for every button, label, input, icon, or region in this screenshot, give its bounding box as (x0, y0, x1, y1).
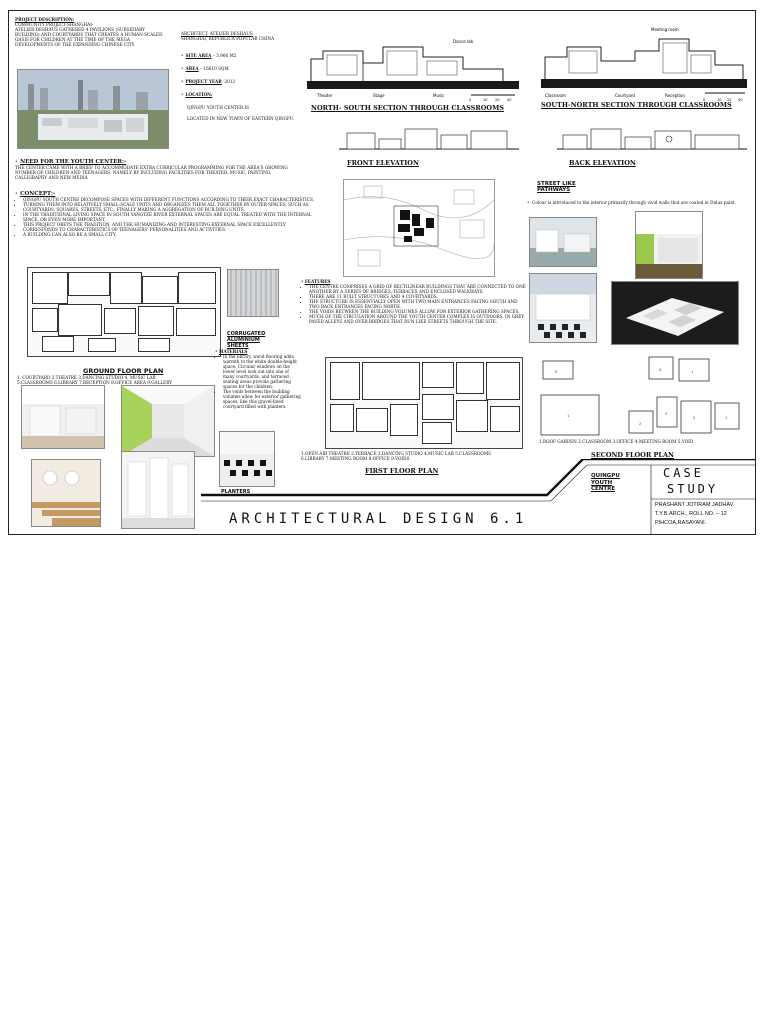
green-corridor-photo (121, 385, 215, 457)
street-title-line: PATHWAYS (537, 187, 571, 193)
svg-text:10: 10 (717, 98, 722, 102)
ground-floor-plan-drawing (27, 267, 221, 357)
concept-item: • QINGPU YOUTH CENTRE DECOMPOSE SPACES WITH DIFFERENT FUNCTIONS ACCORDING TO THEIR EXACT CHARACTERISTICS, (23, 197, 315, 202)
svg-text:40: 40 (738, 98, 743, 102)
street-title-line: STREET LIKE (537, 181, 576, 187)
svg-text:2: 2 (693, 416, 696, 420)
location-line: QINGPU YOUTH CENTER IS (187, 105, 249, 110)
north-south-section-drawing (303, 33, 523, 105)
ns-label-dance-lab: Dance lab (453, 39, 474, 44)
features-heading: FEATURES (304, 279, 331, 284)
area-value: – 16610 SQM (198, 66, 229, 71)
svg-text:4: 4 (659, 368, 662, 372)
ground-legend-line: 1. COURTYARD 2.THEATRE 3.DANCING STUDIO 4. MUSIC LAB (17, 375, 156, 380)
ns-section-title: NORTH- SOUTH SECTION THROUGH CLASSROOMS (311, 104, 504, 112)
sn-section-title: SOUTH-NORTH SECTION THROUGH CLASSROOMS (541, 101, 732, 109)
features-item: • THE STRUCTURE IS ESSENTIALLY OPEN WITH TWO MAIN ENTRANCES FACING SOUTH AND TWO BACK ENTRANCES FACING NORTH. (309, 299, 527, 309)
site-area-value: – 3,966 M2 (211, 53, 237, 58)
ns-label-theater: Theater (317, 93, 333, 98)
south-north-section-drawing (539, 21, 749, 103)
ground-floor-legend (17, 375, 217, 385)
materials-heading: MATERIALS (218, 349, 248, 354)
presentation-sheet (8, 10, 756, 535)
materials-item: • The voids between the building volumes allow for exterior gathering spaces, like this gravel-lined courtyard filled with planters. (223, 389, 301, 409)
concept-item: • A BUILDING CAN ALSO BE A SMALL CITY. (23, 232, 315, 237)
svg-text:20: 20 (727, 98, 732, 102)
svg-text:2: 2 (639, 422, 642, 426)
project-year-label: PROJECT YEAR (185, 79, 222, 84)
materials-item: • In the library, wood flooring adds warmth to the white double-height space. Circular windows on the lower level look out into one of many courtyards, and terraced seating areas provide gathering spaces for the children. (223, 354, 301, 389)
author-line: PRASHANT JOTIRAM JADHAV (655, 502, 734, 508)
first-legend-line: 1.OPEN AIR THEATRE 2.TERRACE 3.DANCING STUDIO 4.MUSIC LAB 5.CLASSROOMS (301, 451, 491, 456)
planters-label: PLANTERS (221, 489, 251, 495)
project-description (15, 17, 193, 47)
corrugated-label-line: CORRUGATED (227, 331, 266, 337)
materials-section: • MATERIALS • In the library, wood flooring adds warmth to the white double-height space. Circular windows on the lower level look out into one of many courtyards, and terraced seating areas provide gathering spaces for the children. • The voids between the building volumes allow for exterior gathering spaces, like this gravel-lined courtyard filled with planters. (215, 349, 301, 409)
features-item: • THE VOIDS BETWEEN THE BUILDING VOLUMES ALLOW FOR EXTERIOR GATHERING SPACES. (309, 309, 527, 314)
author-line: PIHCOA,RASAYANI. (655, 520, 707, 526)
need-line: NUMBER OF CHILDREN AND TEENAGERS: NAMELY BY INCLUDING FACILITIES FOR THEATER, MUSIC, PAINTING, (15, 170, 272, 175)
courtyard-checker-photo (529, 273, 597, 343)
second-floor-legend: 1.ROOF GARDEN 2.CLASSROOM 3.OFFICE 4.MEETING ROOM 5.VOID (539, 439, 694, 444)
concept-section: • CONCEPT:- • QINGPU YOUTH CENTRE DECOMPOSE SPACES WITH DIFFERENT FUNCTIONS ACCORDING TO THEIR EXACT CHARACTERISTICS, • TURNING THEM INTO RELATIVELY SMALL-SCALE UNITS AND ORGANIZES THEM ALL TOGETHER BY OUTER SPACES, SUCH AS COURTYARDS, SQUARES, STREETS, ETC., FINALLY MAKING A AGGREGATION OF BUILDING UNITS. • IN THE TRADITIONAL LIVING SPACE IN SOUTH YANGTZE RIVER EXTERNAL SPACES ARE EQUAL TREATED WITH THE INTERNAL SPACE, OR EVEN MORE IMPORTANT. • THIS PROJECT OBEYS THE TRADITION, AND THE HUMANIZING AND INTERESTING EXTERNAL SPACE EXCELLENTLY CORRESPONDS TO CHARACTERISTICS OF TEENAGERS' PERSONALITIES AND ACTIVITIES. • A BUILDING CAN ALSO BE A SMALL CITY. (15, 191, 315, 237)
need-line: CALLIGRAPHY AND NEW MEDIA (15, 175, 88, 180)
sn-label-courtyard: Courtyard (615, 93, 635, 98)
case-study-line: STUDY (667, 482, 719, 496)
corrugated-aluminium-photo (227, 269, 279, 317)
sn-label-reception: Reception (665, 93, 685, 98)
second-floor-plan-drawing (537, 353, 745, 439)
ns-label-music: Music (433, 93, 445, 98)
location-label: LOCATION: (185, 92, 213, 97)
features-item: • MUCH OF THE CIRCULATION AROUND THE YOUTH CENTER COMPLEX IS OUTDOORS, IN GREY-PAVED ALLEYS AND OVER BRIDGES THAT RUN LIKE STREETS THROUGH THE SITE. (309, 314, 527, 324)
author-info (655, 501, 733, 528)
qingpu-line: CENTRE (591, 486, 616, 492)
project-heading: PROJECT DESCRIPTION: (15, 17, 75, 22)
model-photo (611, 281, 739, 345)
svg-text:0: 0 (703, 98, 706, 102)
project-year-value: -2012 (221, 79, 236, 84)
need-line: THE CENTER CAME WITH A BRIEF TO ACCOMMODATE EXTRA CURRICULAR PROGRAMMING FOR THE AREA'S GROWING (15, 165, 288, 170)
street-description: Colour is introduced to the interior primarily through vivid walls that are coated in Dulux paint. (532, 200, 737, 205)
corrugated-label (227, 331, 265, 349)
library-photo (21, 385, 105, 449)
site-aerial-photo (17, 69, 169, 149)
site-area-label: SITE AREA (185, 53, 212, 58)
need-section: • NEED FOR THE YOUTH CENTER:- THE CENTER CAME WITH A BRIEF TO ACCOMMODATE EXTRA CURRICULAR PROGRAMMING FOR THE AREA'S GROWING NUMBER OF CHILDREN AND TEENAGERS: NAMELY BY INCLUDING FACILITIES FOR THEATER, MUSIC, PAINTING, CALLIGRAPHY AND NEW MEDIA (15, 159, 331, 180)
project-line: ATELIER DESHAUS GATHERED 4 PAVILIONS (SUBSIDIARY (15, 27, 145, 32)
project-line: OASIS FOR CHILDREN AT THE TIME OF THE MEGA (15, 37, 130, 42)
first-floor-plan-drawing (325, 357, 523, 449)
street-text: • Colour is introduced to the interior primarily through vivid walls that are coated in Dulux paint. (527, 200, 737, 205)
author-line: T.Y.B.ARCH., ROLL NO. – 12 (655, 511, 727, 517)
qingpu-line: QUINGPU (591, 473, 620, 479)
architect-line: SHANGHAI, REPUBLICA POPULAR CHINA (181, 36, 275, 41)
features-section: • FEATURES • THE CENTRE COMPRISES A GRID OF RECTILINEAR BUILDINGS THAT ARE CONNECTED TO ONE ANOTHER BY A SERIES OF BRIDGES, TERRACES AND ENCLOSED WALKWAYS. • THERE ARE 11 BUILT STRUCTURES AND 4 COURTYARDS. • THE STRUCTURE IS ESSENTIALLY OPEN WITH TWO MAIN ENTRANCES FACING SOUTH AND TWO BACK ENTRANCES FACING NORTH. • THE VOIDS BETWEEN THE BUILDING VOLUMES ALLOW FOR EXTERIOR GATHERING SPACES. • MUCH OF THE CIRCULATION AROUND THE YOUTH CENTER COMPLEX IS OUTDOORS, IN GREY-PAVED ALLEYS AND OVER BRIDGES THAT RUN LIKE STREETS THROUGH THE SITE. (301, 279, 527, 324)
sn-label-classroom: Classroom (545, 93, 566, 98)
svg-text:3: 3 (665, 412, 668, 416)
ground-legend-line: 5.CLASSROOMS 6.LIBRARY 7.RECEPTION 8.OFFICE AREA 9.GALLERY (17, 380, 172, 385)
svg-text:0: 0 (469, 98, 472, 102)
concept-item: • THIS PROJECT OBEYS THE TRADITION, AND THE HUMANIZING AND INTERESTING EXTERNAL SPACE EXCELLENTLY CORRESPONDS TO CHARACTERISTICS OF TEENAGERS' PERSONALITIES AND ACTIVITIES. (23, 222, 315, 232)
svg-text:10: 10 (483, 98, 488, 102)
corrugated-label-line: ALUMINIUM (227, 337, 260, 343)
main-title: ARCHITECTURAL DESIGN 6.1 (229, 511, 528, 527)
second-floor-plan-title: SECOND FLOOR PLAN (591, 451, 674, 459)
project-line: DEVELOPMENTS OF THE EXPANDING CHINESE CITY. (15, 42, 136, 47)
front-elevation-drawing (339, 123, 519, 153)
sn-label-meeting-room: Meeting room (651, 27, 679, 32)
features-item: • THERE ARE 11 BUILT STRUCTURES AND 4 COURTYARDS. (309, 294, 527, 299)
street-title (537, 181, 576, 193)
site-plan-drawing (343, 179, 495, 277)
svg-text:20: 20 (495, 98, 500, 102)
project-line: COMMUNITY PROJECT-SHANGHAI- (15, 22, 94, 27)
corrugated-label-line: SHEETS (227, 343, 249, 349)
concept-heading: CONCEPT:- (20, 191, 56, 197)
svg-text:1: 1 (725, 416, 728, 420)
case-study-label (663, 465, 718, 497)
back-elevation-title: BACK ELEVATION (569, 159, 636, 167)
concept-item: • IN THE TRADITIONAL LIVING SPACE IN SOUTH YANGTZE RIVER EXTERNAL SPACES ARE EQUAL TREATED WITH THE INTERNAL SPACE, OR EVEN MORE IMPORTANT. (23, 212, 315, 222)
street-photo-1 (529, 217, 597, 267)
location-line: LOCATED IN NEW TOWN OF EASTERN QINGPU. (187, 116, 295, 121)
ns-label-stage: Stage (373, 93, 385, 98)
qingpu-label (591, 473, 620, 493)
first-floor-plan-title: FIRST FLOOR PLAN (365, 467, 439, 475)
first-legend-line: 6.LIBRARY 7.MEETING ROOM 8.OFFICE 9.VOIDS (301, 456, 410, 461)
svg-text:1: 1 (567, 414, 570, 418)
ground-floor-plan-title: GROUND FLOOR PLAN (83, 367, 164, 375)
area-label: AREA (185, 66, 199, 71)
white-interior-photo (121, 451, 195, 529)
svg-text:1: 1 (691, 370, 694, 374)
back-elevation-drawing (557, 123, 747, 153)
project-line: BUILDING) AND COURTYARDS THAT CREATES A HUMAN-SCALED (15, 32, 163, 37)
case-study-line: CASE (663, 466, 704, 480)
front-elevation-title: FRONT ELEVATION (347, 159, 419, 167)
svg-text:5: 5 (555, 370, 558, 374)
stair-seating-photo (31, 459, 101, 527)
architect-line: ARCHITECT- ATELIER DESHAUS (181, 31, 253, 36)
interior-green-photo (635, 211, 703, 279)
qingpu-line: YOUTH (591, 479, 613, 486)
svg-text:40: 40 (507, 98, 512, 102)
need-heading: NEED FOR THE YOUTH CENTER:- (20, 159, 127, 165)
concept-item: • TURNING THEM INTO RELATIVELY SMALL-SCALE UNITS AND ORGANIZES THEM ALL TOGETHER BY OUTER SPACES, SUCH AS COURTYARDS, SQUARES, STREETS, ETC., FINALLY MAKING A AGGREGATION OF BUILDING UNITS. (23, 202, 315, 212)
features-item: • THE CENTRE COMPRISES A GRID OF RECTILINEAR BUILDINGS THAT ARE CONNECTED TO ONE ANOTHER BY A SERIES OF BRIDGES, TERRACES AND ENCLOSED WALKWAYS. (309, 284, 527, 294)
project-info: ARCHITECT- ATELIER DESHAUS SHANGHAI, REPUBLICA POPULAR CHINA • SITE AREA – 3,966 M2 • AREA – 16610 SQM • PROJECT YEAR -2012 • LOCATION: QINGPU YOUTH CENTER IS LOCATED IN NEW TOWN OF EASTERN QINGPU. (181, 31, 311, 121)
